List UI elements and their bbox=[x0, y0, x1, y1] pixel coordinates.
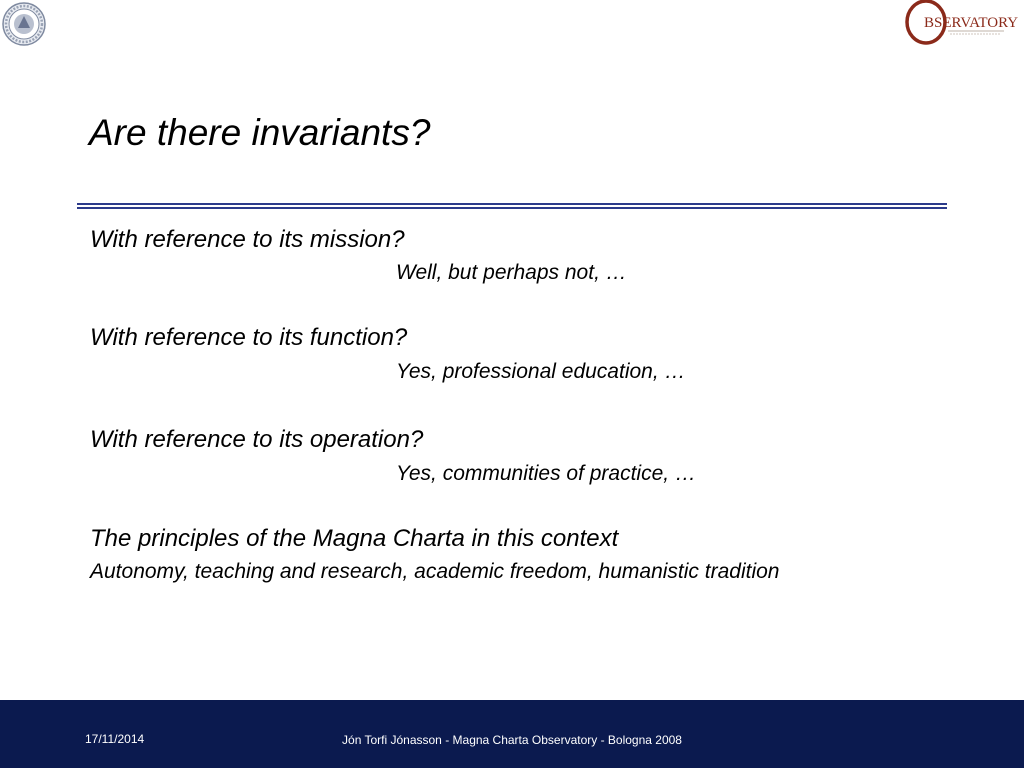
title-divider bbox=[77, 203, 947, 209]
answer-operation: Yes, communities of practice, … bbox=[396, 462, 696, 485]
question-operation: With reference to its operation? bbox=[90, 426, 424, 453]
principles-heading: The principles of the Magna Charta in this context bbox=[90, 525, 619, 552]
observatory-logo bbox=[904, 0, 1019, 46]
slide-title: Are there invariants? bbox=[89, 112, 431, 153]
footer-date: 17/11/2014 bbox=[85, 732, 145, 746]
question-mission: With reference to its mission? bbox=[90, 226, 405, 253]
answer-mission: Well, but perhaps not, … bbox=[396, 261, 627, 284]
footer-text: Jón Torfi Jónasson - Magna Charta Observatory - Bologna 2008 bbox=[342, 733, 682, 747]
principles-text: Autonomy, teaching and research, academic freedom, humanistic tradition bbox=[90, 560, 780, 583]
university-seal-logo bbox=[2, 2, 46, 46]
answer-function: Yes, professional education, … bbox=[396, 360, 686, 383]
observatory-logo-text: BSERVATORY bbox=[924, 15, 1019, 31]
question-function: With reference to its function? bbox=[90, 324, 408, 351]
footer-bar bbox=[0, 700, 1024, 768]
